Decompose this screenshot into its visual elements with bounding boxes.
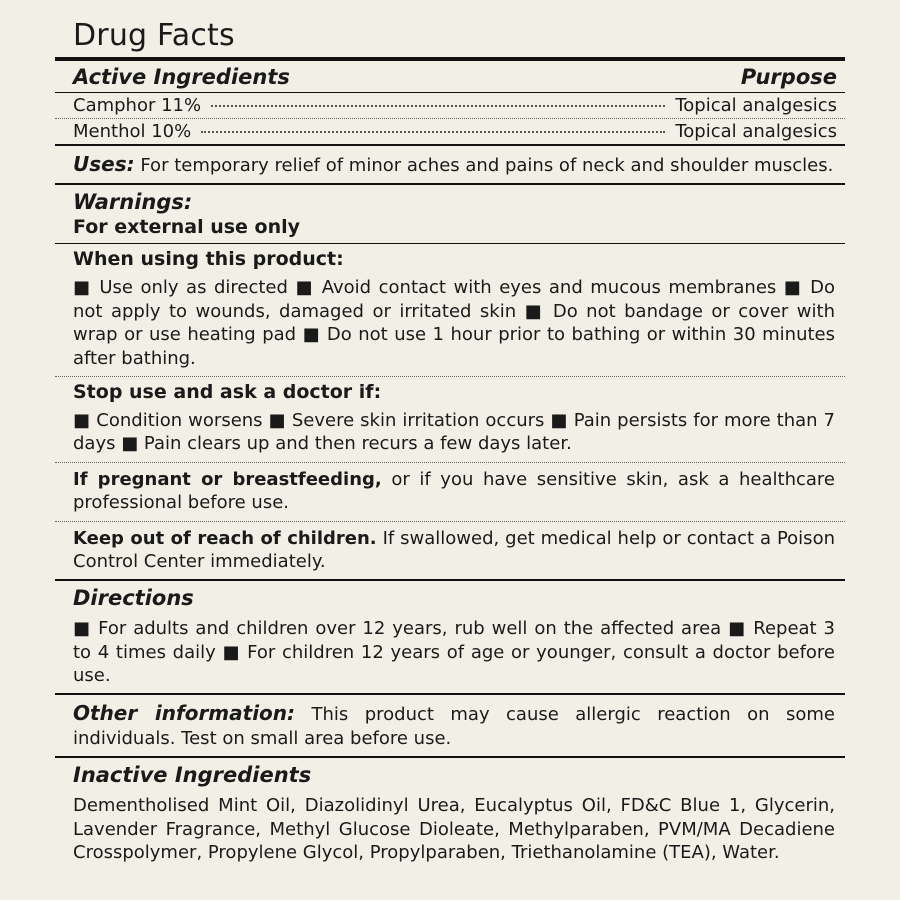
inactive-ingredients-text-block <box>55 789 845 870</box>
when-using-text: ■ Use only as directed ■ Avoid contact with eyes and mucous membranes ■ Do not apply to wounds, damaged or irritated skin ■ Do not bandage or cover with wrap or use heating pad ■ Do not use 1 hour prior to bathing or within 30 minutes after bathing. <box>73 277 835 369</box>
other-information-lead: Other information: <box>73 701 296 726</box>
directions-text: ■ For adults and children over 12 years, rub well on the affected area ■ Repeat 3 to 4 times daily ■ For children 12 years of age or younger, consult a doctor before use. <box>73 618 835 687</box>
active-ingredients-heading: Active Ingredients <box>73 65 290 89</box>
stop-use-text-block <box>55 404 845 462</box>
stop-use-heading: Stop use and ask a doctor if: <box>73 380 382 403</box>
inactive-ingredients-text: Dementholised Mint Oil, Diazolidinyl Urea, Eucalyptus Oil, FD&C Blue 1, Glycerin, Lavender Fragrance, Methyl Glucose Dioleate, Methylparaben, PVM/MA Decadiene Crosspolymer, Propylene Glycol, Propylparaben, Triethanolamine (TEA), Water. <box>73 795 835 864</box>
active-ingredients-header-row <box>55 61 845 92</box>
directions-heading: Directions <box>73 586 194 611</box>
other-information-section <box>55 695 845 756</box>
stop-use-text: ■ Condition worsens ■ Severe skin irritation occurs ■ Pain persists for more than 7 days ■ Pain clears up and then recurs a few days later. <box>73 409 835 455</box>
table-row <box>55 119 845 144</box>
ingredient-name: Camphor 11% <box>73 95 202 116</box>
pregnant-section <box>55 463 845 521</box>
ingredient-name: Menthol 10% <box>73 121 192 142</box>
leader-dots <box>211 105 665 107</box>
when-using-text-block <box>55 271 845 376</box>
when-using-heading: When using this product: <box>73 248 344 271</box>
inactive-ingredients-heading: Inactive Ingredients <box>73 763 312 788</box>
table-row <box>55 93 845 118</box>
warnings-label: Warnings: <box>73 190 193 215</box>
children-section <box>55 522 845 580</box>
warnings-external-use: For external use only <box>73 216 301 239</box>
uses-text: For temporary relief of minor aches and pains of neck and shoulder muscles. <box>134 155 834 176</box>
pregnant-text: or if you have sensitive skin, ask a healthcare professional before use. <box>73 468 835 514</box>
uses-label: Uses: <box>73 152 135 176</box>
pregnant-lead: If pregnant or breastfeeding, <box>73 468 382 490</box>
purpose-heading: Purpose <box>740 65 837 89</box>
ingredient-purpose: Topical analgesics <box>675 95 837 116</box>
drug-facts-panel <box>55 10 845 890</box>
children-lead: Keep out of reach of children. <box>73 527 377 549</box>
other-information-text: This product may cause allergic reaction on some individuals. Test on small area before use. <box>73 704 835 749</box>
directions-text-block <box>55 612 845 693</box>
leader-dots <box>201 131 665 133</box>
ingredient-purpose: Topical analgesics <box>675 121 837 142</box>
uses-section <box>55 146 845 183</box>
page-title: Drug Facts <box>73 18 235 53</box>
children-text: If swallowed, get medical help or contact a Poison Control Center immediately. <box>73 527 835 572</box>
